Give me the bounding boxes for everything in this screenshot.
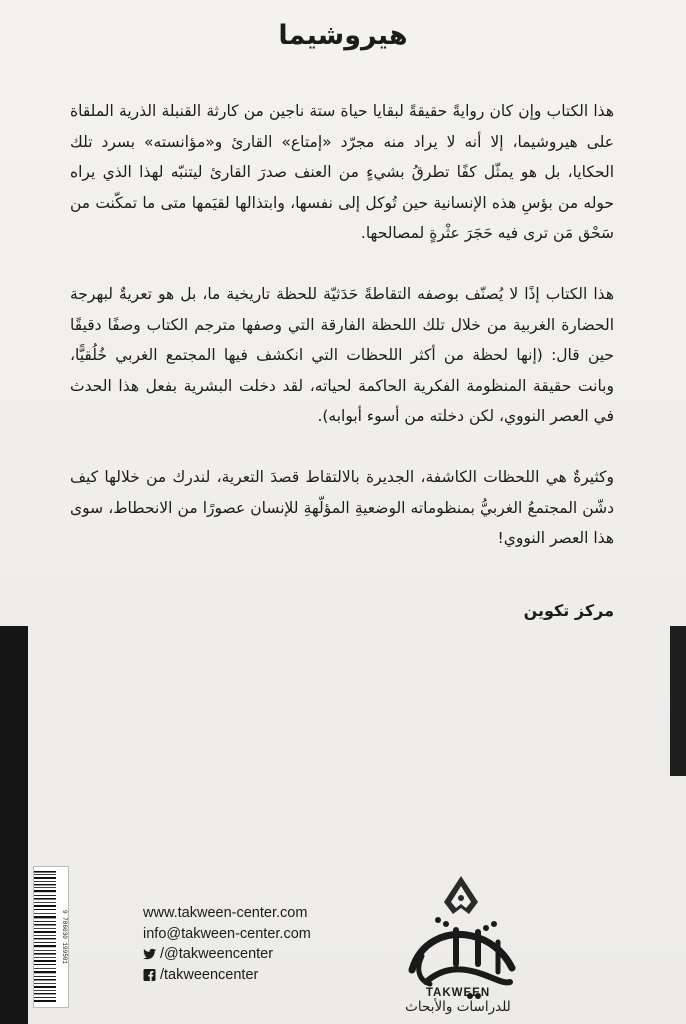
logo-tagline: للدراسات والأبحاث <box>405 999 511 1015</box>
facebook-row <box>143 965 311 986</box>
left-dark-strip <box>0 626 28 1024</box>
right-dark-strip <box>670 626 686 776</box>
isbn-barcode <box>33 866 69 1008</box>
email-link[interactable]: info@takween-center.com <box>143 925 311 942</box>
blurb-paragraph-3: وكثيرةٌ هي اللحظات الكاشفة، الجديرة بالالتقاط قصدَ التعرية، لندرك من خلالها كيف دشّن المجتمعُ الغربيُّ بمنظوماته الوضعيةِ المؤلّهةِ للإنسان عصورًا من الانحطاط، سوى هذا العصر النووي! <box>70 467 614 548</box>
twitter-handle[interactable]: /@takweencenter <box>160 946 274 962</box>
website-row <box>143 903 311 924</box>
twitter-row <box>143 944 311 965</box>
facebook-handle[interactable]: /takweencenter <box>160 966 259 983</box>
website-link[interactable]: www.takween-center.com <box>143 905 308 921</box>
barcode-digits: 9 786030 199501 <box>61 909 68 965</box>
logo-english-name: TAKWEEN <box>425 987 491 999</box>
book-title: هيروشيما <box>278 20 408 51</box>
signature: مركز تكوين <box>523 600 614 620</box>
contact-block <box>143 903 311 985</box>
blurb <box>70 96 614 626</box>
twitter-icon <box>143 948 156 960</box>
blurb-paragraph-2: هذا الكتاب إذًا لا يُصنّف بوصفه التقاطةً حَدَثيّة للحظة تاريخية ما، بل هو تعريةٌ لبهرجة الحضارة الغربية من خلال تلك اللحظة الفارقة التي وصفها مترجم الكتاب وصفًا دقيقًا حين قال: (إنها لحظة من أكثر اللحظات التي انكشف فيها المجتمع الغربي خُلُقيًّا، وبانت حقيقة المنظومة الفكرية الحاكمة لحياته، لقد دخلت البشرية بفعل هذا الحدث في العصر النووي، لكن دخلته من أسوء أبوابه). <box>70 284 614 426</box>
pen-nib-icon <box>444 876 478 914</box>
blurb-paragraph-1: هذا الكتاب وإن كان روايةً حقيقةً لبقايا حياة ستة ناجين من كارثة القنبلة الذرية الملقاة على هيروشيما، إلا أنه لا يراد منه مجرّد «إمتاع» القارئ و«مؤانسته» بسرد تلك الحكايا، بل هو يمثّل كفًا تطرقُ بشيءٍ من العنف صدرَ القارئ ليتنبّه لهذا الذي يراه حوله من بؤسِ هذه الإنسانية حين تُوكل إلى نفسها، وابتذالها لقيَمها متى ما تمكّنت من سَحْق مَن ترى فيه حَجَرَ عثْرةٍ لمصالحها. <box>70 102 614 243</box>
email-row <box>143 924 311 945</box>
facebook-icon <box>143 969 156 981</box>
